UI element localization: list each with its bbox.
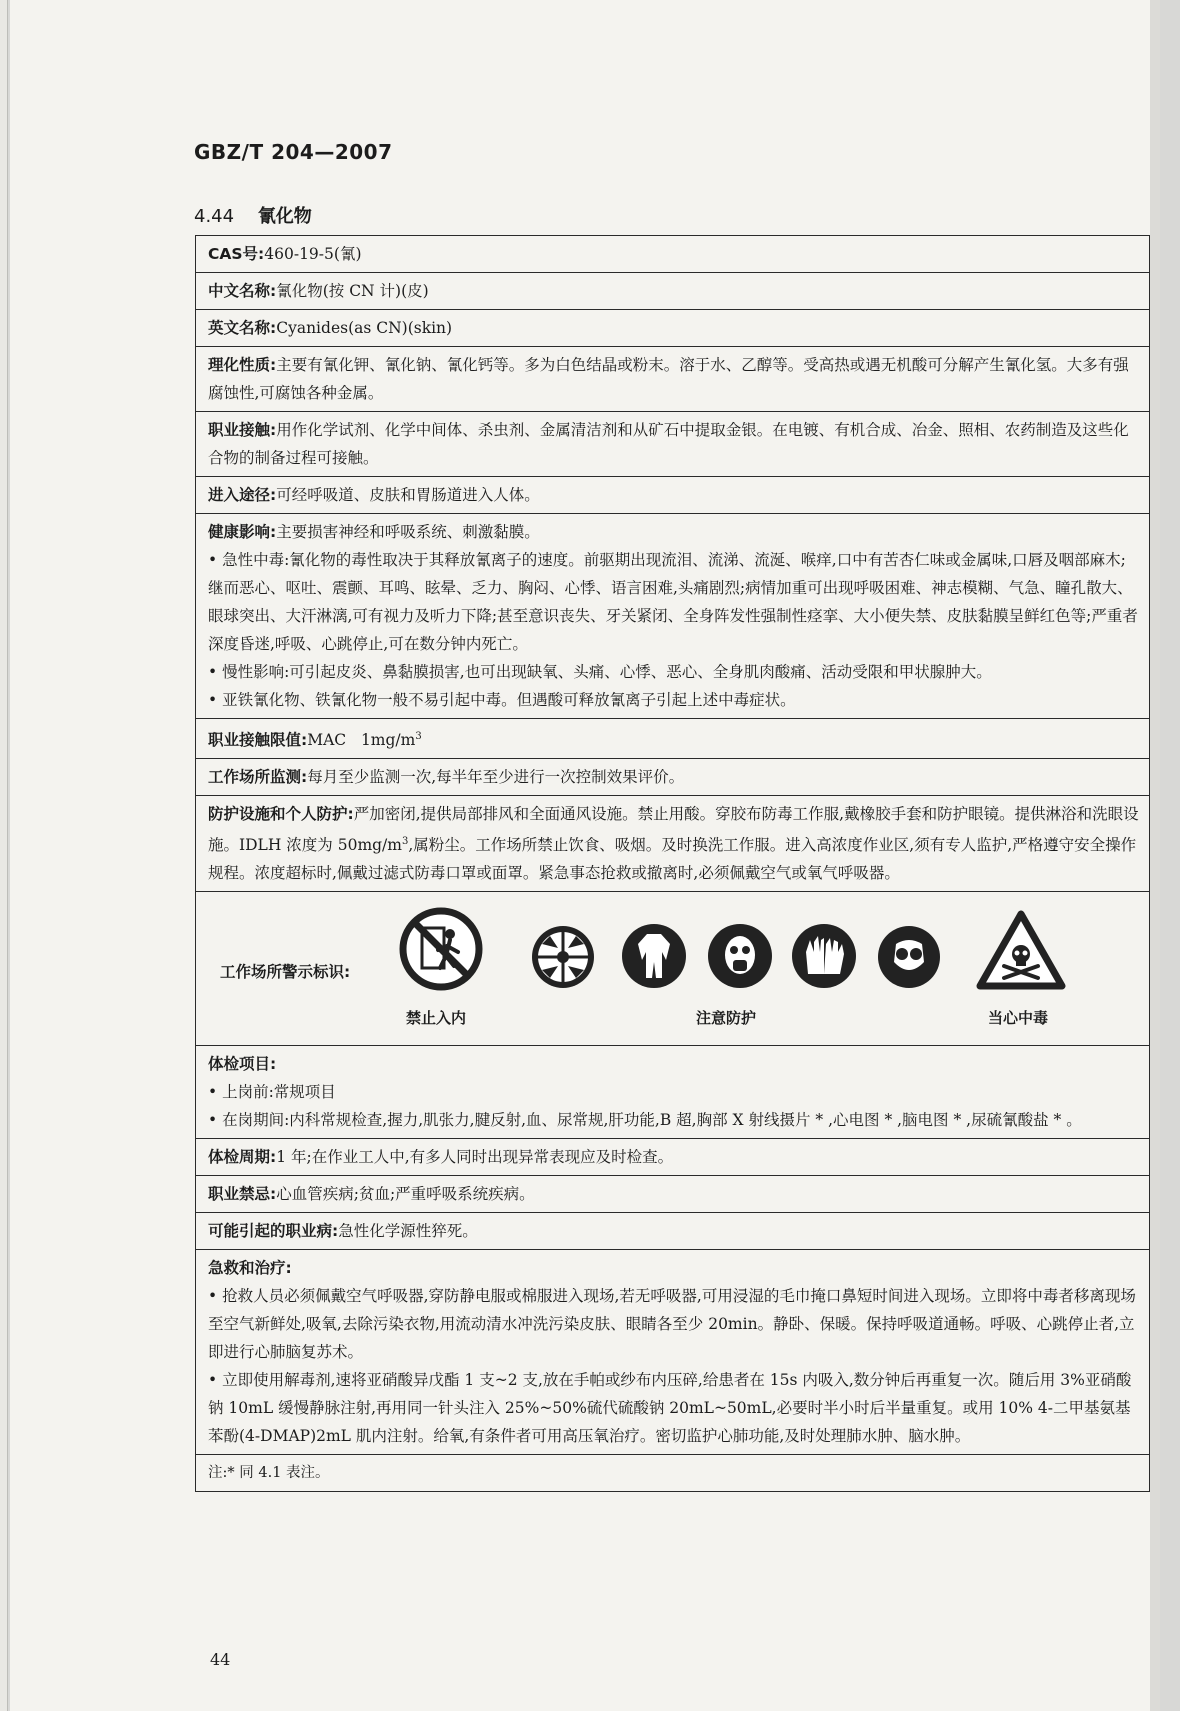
protection-label: 防护设施和个人防护 — [208, 805, 348, 824]
contraindication-label: 职业禁忌 — [208, 1185, 271, 1204]
exam-cycle-label: 体检周期 — [208, 1148, 271, 1167]
properties-value: 主要有氰化钾、氰化钠、氰化钙等。多为白色结晶或粉末。溶于水、乙醇等。受高热或遇无机酸可分解产生氰化氢。大多有强腐蚀性,可腐蚀各种金属。 — [208, 356, 1129, 402]
cas-value: 460-19-5(氰) — [264, 245, 362, 263]
page-number: 44 — [210, 1650, 231, 1669]
signs-row — [196, 892, 1150, 1046]
exposure-label: 职业接触 — [208, 421, 271, 439]
exposure-value: 用作化学试剂、化学中间体、杀虫剂、金属清洁剂和从矿石中提取金银。在电镀、有机合成、冶金、照相、农药制造及这些化合物的制备过程可接触。 — [208, 421, 1129, 467]
health-intro: 主要损害神经和呼吸系统、刺激黏膜。 — [276, 523, 540, 541]
section-title: 氰化物 — [257, 206, 312, 227]
protection-sup: 3 — [401, 836, 409, 848]
firstaid-row: 急救和治疗: • 抢救人员必须佩戴空气呼吸器,穿防静电服或棉服进入现场,若无呼吸器,可用浸湿的毛巾掩口鼻短时间进入现场。立即将中毒者移离现场至空气新鲜处,吸氧,去除污染衣物,用流动清水冲洗污染皮肤、眼睛各至少 20min。静卧、保暖。保持呼吸道通畅。呼吸、心跳停止者,立即进行心肺脑复苏术。 • 立即使用解毒剂,速将亚硝酸异戊酯 1 支~2 支,放在手帕或纱布内压碎,给患者在 15s 内吸入,数分钟后再重复一次。随后用 3%亚硝酸钠 10mL 缓慢静脉注射,再用同一针头注入 25%~50%硫代硫酸钠 20mL~50mL,必要时半小时后半量重复。或用 10% 4-二甲基氨基苯酚(4-DMAP)2mL 肌内注射。给氧,有条件者可用高压氧治疗。密切监护心肺功能,及时处理肺水肿、脑水肿。 — [196, 1250, 1150, 1455]
protection-text-2: ,属粉尘。工作场所禁止饮食、吸烟。及时换洗工作服。进入高浓度作业区,须有专人监护,严格遵守安全操作规程。浓度超标时,佩戴过滤式防毒口罩或面罩。紧急事态抢救或撤离时,必须佩戴空气或氧气呼吸器。 — [208, 836, 1137, 883]
monitoring-value: 每月至少监测一次,每半年至少进行一次控制效果评价。 — [307, 768, 685, 787]
gas-mask-sign-icon — [706, 922, 774, 990]
protective-suit-sign-icon — [620, 922, 688, 990]
limit-row: 职业接触限值:MAC $1mg/m^3$ — [196, 719, 1150, 759]
route-value: 可经呼吸道、皮肤和胃肠道进入人体。 — [276, 486, 540, 504]
limit-label: 职业接触限值 — [208, 731, 302, 750]
signs-label: 工作场所警示标识: — [220, 963, 351, 982]
caption-caution-protection: 注意防护 — [696, 1009, 757, 1028]
standard-code: GBZ/T 204—2007 — [194, 140, 393, 164]
en-name-value: Cyanides(as CN)(skin) — [276, 319, 453, 337]
table-note: 注:* 同 4.1 表注。 — [208, 1465, 330, 1482]
health-label: 健康影响 — [208, 523, 271, 541]
protection-row: 防护设施和个人防护:严加密闭,提供局部排风和全面通风设施。禁止用酸。穿胶布防毒工作服,戴橡胶手套和防护眼镜。提供淋浴和洗眼设施。IDLH 浓度为 $50mg/m^3$,属粉尘。工作场所禁止饮食、吸烟。及时换洗工作服。进入高浓度作业区,须有专人监护,严格遵守安全操作规程。浓度超标时,佩戴过滤式防毒口罩或面罩。紧急事态抢救或撤离时,必须佩戴空气或氧气呼吸器。 — [196, 796, 1150, 892]
route-row: 进入途径:可经呼吸道、皮肤和胃肠道进入人体。 — [196, 477, 1150, 514]
disease-row: 可能引起的职业病:急性化学源性猝死。 — [196, 1213, 1150, 1250]
gloves-sign-icon — [790, 922, 858, 990]
limit-value: 1mg/m — [360, 731, 416, 750]
contraindication-row: 职业禁忌:心血管疾病;贫血;严重呼吸系统疾病。 — [196, 1176, 1150, 1213]
exam-row: 体检项目: • 上岗前:常规项目 • 在岗期间:内科常规检查,握力,肌张力,腱反射,血、尿常规,肝功能,B 超,胸部 X 射线摄片 * ,心电图 * ,脑电图 * ,尿硫氰酸盐 * 。 — [196, 1046, 1150, 1139]
firstaid-antidote: • 立即使用解毒剂,速将亚硝酸异戊酯 1 支~2 支,放在手帕或纱布内压碎,给患者在 15s 内吸入,数分钟后再重复一次。随后用 3%亚硝酸钠 10mL 缓慢静脉注射,再用同一针头注入 25%~50%硫代硫酸钠 20mL~50mL,必要时半小时后半量重复。或用 10% 4-二甲基氨基苯酚(4-DMAP)2mL 肌内注射。给氧,有条件者可用高压氧治疗。密切监护心肺功能,及时处理肺水肿、脑水肿。 — [208, 1366, 1139, 1450]
health-chronic: • 慢性影响:可引起皮炎、鼻黏膜损害,也可出现缺氧、头痛、心悸、恶心、全身肌肉酸痛、活动受限和甲状腺肿大。 — [208, 658, 1139, 686]
cyanide-info-table — [195, 235, 1150, 1492]
firstaid-rescue: • 抢救人员必须佩戴空气呼吸器,穿防静电服或棉服进入现场,若无呼吸器,可用浸湿的毛巾掩口鼻短时间进入现场。立即将中毒者移离现场至空气新鲜处,吸氧,去除污染衣物,用流动清水冲洗污染皮肤、眼睛各至少 20min。静卧、保暖。保持呼吸道通畅。呼吸、心跳停止者,立即进行心肺脑复苏术。 — [208, 1282, 1139, 1366]
exam-on-job: • 在岗期间:内科常规检查,握力,肌张力,腱反射,血、尿常规,肝功能,B 超,胸部 X 射线摄片 * ,心电图 * ,脑电图 * ,尿硫氰酸盐 * 。 — [208, 1106, 1139, 1134]
health-ferrocyanide: • 亚铁氰化物、铁氰化物一般不易引起中毒。但遇酸可释放氰离子引起上述中毒症状。 — [208, 686, 1139, 714]
route-label: 进入途径 — [208, 486, 271, 504]
limit-sup: 3 — [415, 731, 422, 742]
goggles-sign-icon — [876, 924, 942, 990]
caption-beware-poisoning: 当心中毒 — [988, 1009, 1049, 1028]
properties-row: 理化性质:主要有氰化钾、氰化钠、氰化钙等。多为白色结晶或粉末。溶于水、乙醇等。受高热或遇无机酸可分解产生氰化氢。大多有强腐蚀性,可腐蚀各种金属。 — [196, 347, 1150, 412]
cas-row: CAS号:460-19-5(氰) — [196, 236, 1150, 273]
contraindication-value: 心血管疾病;贫血;严重呼吸系统疾病。 — [276, 1185, 535, 1204]
firstaid-label: 急救和治疗 — [208, 1259, 286, 1278]
cn-name-row: 中文名称:氰化物(按 CN 计)(皮) — [196, 273, 1150, 310]
caption-no-entry: 禁止入内 — [406, 1009, 467, 1028]
health-acute: • 急性中毒:氰化物的毒性取决于其释放氰离子的速度。前驱期出现流泪、流涕、流涎、喉痒,口中有苦杏仁味或金属味,口唇及咽部麻木;继而恶心、呕吐、震颤、耳鸣、眩晕、乏力、胸闷、心悸、语言困难,头痛剧烈;病情加重可出现呼吸困难、神志模糊、气急、瞳孔散大、眼球突出、大汗淋漓,可有视力及听力下降;甚至意识丧失、牙关紧闭、全身阵发性强制性痉挛、大小便失禁、皮肤黏膜呈鲜红色等;严重者深度昏迷,呼吸、心跳停止,可在数分钟内死亡。 — [208, 546, 1139, 658]
protective-cover-sign-icon — [530, 924, 596, 990]
note-row — [196, 1455, 1150, 1492]
monitoring-label: 工作场所监测 — [208, 768, 302, 787]
disease-label: 可能引起的职业病 — [208, 1222, 333, 1241]
en-name-row: 英文名称:Cyanides(as CN)(skin) — [196, 310, 1150, 347]
limit-mac: MAC — [307, 731, 347, 750]
exam-pre-job: • 上岗前:常规项目 — [208, 1078, 1139, 1106]
disease-value: 急性化学源性猝死。 — [338, 1222, 478, 1241]
cn-name-value: 氰化物(按 CN 计)(皮) — [276, 282, 429, 300]
protection-text-1: 严加密闭,提供局部排风和全面通风设施。禁止用酸。穿胶布防毒工作服,戴橡胶手套和防护眼镜。提供淋浴和洗眼设施。IDLH 浓度为 50mg/m — [208, 805, 1139, 855]
exam-cycle-row: 体检周期:1 年;在作业工人中,有多人同时出现异常表现应及时检查。 — [196, 1139, 1150, 1176]
properties-label: 理化性质 — [208, 356, 271, 374]
section-number: 4.44 — [194, 206, 235, 227]
section-heading — [194, 202, 312, 228]
cas-label: CAS号 — [208, 245, 259, 263]
health-row: 健康影响:主要损害神经和呼吸系统、刺激黏膜。 • 急性中毒:氰化物的毒性取决于其释放氰离子的速度。前驱期出现流泪、流涕、流涎、喉痒,口中有苦杏仁味或金属味,口唇及咽部麻木;继而恶心、呕吐、震颤、耳鸣、眩晕、乏力、胸闷、心悸、语言困难,头痛剧烈;病情加重可出现呼吸困难、神志模糊、气急、瞳孔散大、眼球突出、大汗淋漓,可有视力及听力下降;甚至意识丧失、牙关紧闭、全身阵发性强制性痉挛、大小便失禁、皮肤黏膜呈鲜红色等;严重者深度昏迷,呼吸、心跳停止,可在数分钟内死亡。 • 慢性影响:可引起皮炎、鼻黏膜损害,也可出现缺氧、头痛、心悸、恶心、全身肌肉酸痛、活动受限和甲状腺肿大。 • 亚铁氰化物、铁氰化物一般不易引起中毒。但遇酸可释放氰离子引起上述中毒症状。 — [196, 514, 1150, 719]
cn-name-label: 中文名称 — [208, 282, 271, 300]
monitoring-row: 工作场所监测:每月至少监测一次,每半年至少进行一次控制效果评价。 — [196, 759, 1150, 796]
no-entry-sign-icon — [398, 906, 484, 992]
exam-cycle-value: 1 年;在作业工人中,有多人同时出现异常表现应及时检查。 — [276, 1148, 674, 1167]
exposure-row: 职业接触:用作化学试剂、化学中间体、杀虫剂、金属清洁剂和从矿石中提取金银。在电镀、有机合成、冶金、照相、农药制造及这些化合物的制备过程可接触。 — [196, 412, 1150, 477]
poison-warning-sign-icon — [976, 910, 1066, 990]
en-name-label: 英文名称 — [208, 319, 271, 337]
exam-label: 体检项目 — [208, 1055, 271, 1074]
